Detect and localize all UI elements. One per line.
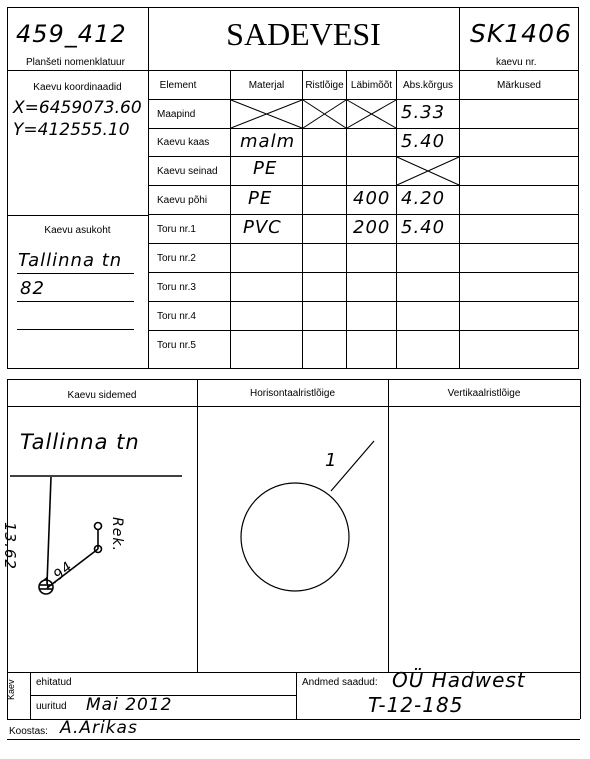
- row-element: Toru nr.1: [157, 224, 196, 235]
- row-material: PE: [253, 158, 278, 179]
- col-header-notes: Märkused: [497, 80, 541, 91]
- row-diameter: 200: [353, 217, 391, 238]
- location-label: Kaevu asukoht: [44, 225, 111, 236]
- coordinate-y: Y=412555.10: [13, 120, 130, 140]
- compiler-label: Koostas:: [9, 726, 48, 737]
- vertical-section-label: Vertikaalristlõige: [447, 388, 521, 399]
- row-elevation: 5.33: [401, 102, 446, 123]
- well-number-value: SK1406: [470, 19, 572, 48]
- data-source-label: Andmed saadud:: [302, 677, 378, 688]
- col-header-material: Materjal: [248, 80, 285, 91]
- built-label: ehitatud: [36, 677, 72, 688]
- row-element: Toru nr.5: [157, 340, 196, 351]
- plansheet-value: 459_412: [16, 20, 127, 48]
- compiler-value: A.Arikas: [60, 718, 138, 738]
- row-elevation: 5.40: [401, 217, 446, 238]
- sketch-street-label: Tallinna tn: [20, 430, 140, 454]
- sketch-dimension-1: 13.62: [1, 522, 19, 570]
- row-material: PVC: [243, 217, 282, 238]
- row-element: Kaevu kaas: [157, 137, 210, 148]
- sketch-dimension-2: 7.94: [38, 558, 77, 594]
- col-header-element: Element: [159, 80, 197, 91]
- row-element: Toru nr.4: [157, 311, 196, 322]
- row-elevation: 5.40: [401, 131, 446, 152]
- coordinate-x: X=6459073.60: [13, 98, 142, 118]
- row-diameter: 400: [353, 188, 391, 209]
- location-number: 82: [20, 278, 45, 299]
- data-source-reference: T-12-185: [368, 693, 464, 717]
- row-material: malm: [240, 131, 296, 152]
- ties-label: Kaevu sidemed: [67, 390, 137, 401]
- kaev-label: Kaev: [6, 679, 16, 700]
- location-street: Tallinna tn: [18, 250, 123, 271]
- sketch-note: Rek.: [109, 517, 125, 552]
- data-source-value: OÜ Hadwest: [392, 668, 526, 692]
- row-material: PE: [248, 188, 273, 209]
- col-header-cross-section: Ristlõige: [305, 80, 344, 91]
- surveyed-value: Mai 2012: [86, 695, 173, 715]
- row-element: Kaevu seinad: [157, 166, 218, 177]
- horizontal-section-label: Horisontaalristlõige: [249, 388, 336, 399]
- col-header-elevation: Abs.kõrgus: [402, 80, 454, 91]
- pipe-number-label: 1: [325, 450, 338, 471]
- page-title: SADEVESI: [226, 16, 381, 52]
- coordinates-label: Kaevu koordinaadid: [33, 82, 122, 93]
- plansheet-label: Planšeti nomenklatuur: [26, 57, 125, 68]
- row-element: Maapind: [157, 109, 196, 120]
- surveyed-label: uuritud: [36, 701, 67, 712]
- well-number-label: kaevu nr.: [496, 57, 537, 68]
- col-header-diameter: Läbimõõt: [350, 80, 393, 91]
- row-element: Toru nr.2: [157, 253, 196, 264]
- row-elevation: 4.20: [401, 188, 446, 209]
- row-element: Kaevu põhi: [157, 195, 208, 206]
- row-element: Toru nr.3: [157, 282, 196, 293]
